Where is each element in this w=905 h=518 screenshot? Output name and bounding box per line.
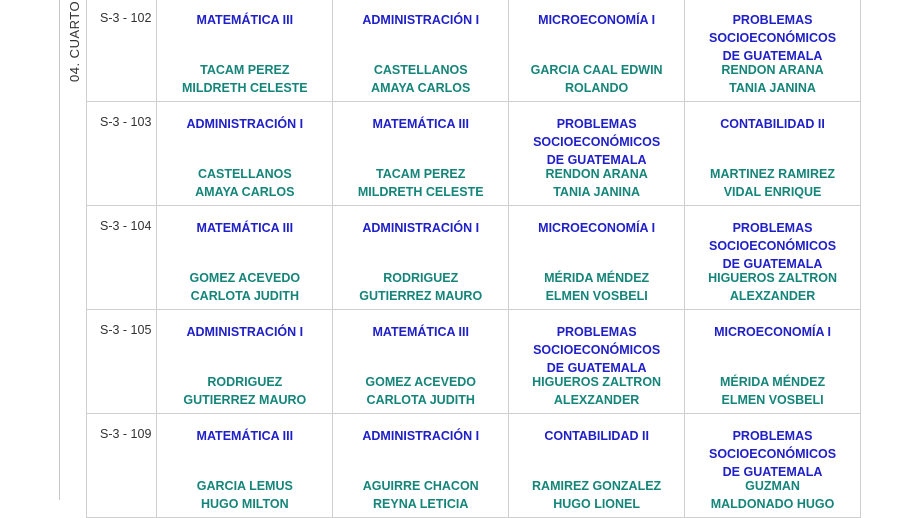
- course-name: [333, 323, 508, 341]
- teacher-name-line: GOMEZ ACEVEDO: [365, 375, 477, 389]
- teacher-name: [509, 477, 684, 513]
- course-name: [685, 219, 860, 273]
- table-row: [87, 310, 861, 414]
- course-name-line: MICROECONOMÍA I: [538, 221, 656, 235]
- schedule-cell: [157, 0, 333, 102]
- schedule-cell: [333, 206, 509, 310]
- course-name-line: DE GUATEMALA: [546, 153, 647, 167]
- schedule-cell: [157, 310, 333, 414]
- teacher-name-line: CASTELLANOS: [197, 167, 292, 181]
- teacher-name: [685, 269, 860, 305]
- teacher-name-line: TACAM PEREZ: [376, 167, 466, 181]
- course-name-line: CONTABILIDAD II: [544, 429, 649, 443]
- teacher-name-line: GUZMAN: [745, 479, 800, 493]
- teacher-name-line: TANIA JANINA: [729, 81, 816, 95]
- course-name: [333, 11, 508, 29]
- schedule-cell: [509, 206, 685, 310]
- course-name-line: MATEMÁTICA III: [196, 221, 294, 235]
- teacher-name-line: VIDAL ENRIQUE: [723, 185, 822, 199]
- table-row: [87, 102, 861, 206]
- teacher-name-line: AGUIRRE CHACON: [362, 479, 479, 493]
- teacher-name-line: MÉRIDA MÉNDEZ: [719, 375, 826, 389]
- course-name-line: ADMINISTRACIÓN I: [186, 325, 304, 339]
- course-name-line: SOCIOECONÓMICOS: [708, 239, 837, 253]
- course-name: [157, 323, 332, 341]
- teacher-name-line: GUTIERREZ MAURO: [183, 393, 307, 407]
- teacher-name: [157, 165, 332, 201]
- teacher-name: [685, 165, 860, 201]
- teacher-name-line: RODRIGUEZ: [383, 271, 459, 285]
- course-name-line: PROBLEMAS: [732, 13, 813, 27]
- course-name: [509, 11, 684, 29]
- schedule-cell: [509, 414, 685, 518]
- schedule-cell: [685, 102, 861, 206]
- room-cell: S-3 - 103: [87, 102, 157, 206]
- course-name: [685, 323, 860, 341]
- schedule-cell: [685, 310, 861, 414]
- group-side-column: [0, 0, 60, 500]
- table-row: [87, 0, 861, 102]
- schedule-body: [87, 0, 861, 518]
- teacher-name-line: TACAM PEREZ: [200, 63, 290, 77]
- teacher-name-line: CASTELLANOS: [373, 63, 468, 77]
- course-name-line: MATEMÁTICA III: [372, 117, 469, 131]
- course-name-line: SOCIOECONÓMICOS: [708, 447, 837, 461]
- schedule-cell: [509, 102, 685, 206]
- course-name: [157, 219, 332, 237]
- schedule-cell: [157, 102, 333, 206]
- course-name: [333, 427, 508, 445]
- course-name: [333, 219, 508, 237]
- teacher-name: [333, 373, 508, 409]
- course-name-line: MATEMÁTICA III: [196, 13, 294, 27]
- teacher-name-line: GARCIA LEMUS: [196, 479, 293, 493]
- course-name-line: SOCIOECONÓMICOS: [533, 343, 661, 357]
- teacher-name-line: TANIA JANINA: [553, 185, 641, 199]
- course-name: [685, 115, 860, 133]
- course-name: [157, 115, 332, 133]
- teacher-name-line: ALEXZANDER: [553, 393, 640, 407]
- teacher-name: [157, 477, 332, 513]
- teacher-name: [333, 269, 508, 305]
- teacher-name-line: RAMIREZ GONZALEZ: [532, 479, 662, 493]
- course-name: [333, 115, 508, 133]
- schedule-cell: [333, 310, 509, 414]
- teacher-name-line: RODRIGUEZ: [207, 375, 283, 389]
- teacher-name: [157, 373, 332, 409]
- teacher-name-line: GOMEZ ACEVEDO: [189, 271, 301, 285]
- schedule-table: [86, 0, 861, 518]
- teacher-name: [685, 373, 860, 409]
- teacher-name-line: ELMEN VOSBELI: [721, 393, 824, 407]
- teacher-name: [333, 61, 508, 97]
- teacher-name-line: MÉRIDA MÉNDEZ: [544, 271, 650, 285]
- schedule-cell: [509, 0, 685, 102]
- course-name-line: PROBLEMAS: [556, 117, 637, 131]
- course-name-line: MICROECONOMÍA I: [538, 13, 656, 27]
- teacher-name-line: ROLANDO: [565, 81, 629, 95]
- teacher-name-line: HUGO MILTON: [200, 497, 289, 511]
- schedule-cell: [685, 414, 861, 518]
- room-cell: S-3 - 109: [87, 414, 157, 518]
- course-name-line: MICROECONOMÍA I: [714, 325, 831, 339]
- course-name-line: SOCIOECONÓMICOS: [708, 31, 837, 45]
- course-name: [685, 427, 860, 481]
- course-name: [509, 323, 684, 377]
- teacher-name-line: MILDRETH CELESTE: [357, 185, 484, 199]
- teacher-name: [157, 61, 332, 97]
- schedule-cell: [685, 0, 861, 102]
- course-name-line: DE GUATEMALA: [546, 361, 647, 375]
- teacher-name: [509, 373, 684, 409]
- teacher-name: [509, 165, 684, 201]
- course-name-line: MATEMÁTICA III: [196, 429, 294, 443]
- teacher-name-line: RENDON ARANA: [545, 167, 648, 181]
- course-name-line: CONTABILIDAD II: [720, 117, 825, 131]
- course-name: [685, 11, 860, 65]
- teacher-name: [333, 165, 508, 201]
- teacher-name: [157, 269, 332, 305]
- course-name-line: SOCIOECONÓMICOS: [533, 135, 661, 149]
- teacher-name: [509, 61, 684, 97]
- course-name-line: PROBLEMAS: [732, 221, 813, 235]
- teacher-name-line: AMAYA CARLOS: [195, 185, 295, 199]
- course-name: [157, 427, 332, 445]
- teacher-name-line: CARLOTA JUDITH: [190, 289, 299, 303]
- table-row: [87, 206, 861, 310]
- teacher-name-line: MILDRETH CELESTE: [181, 81, 308, 95]
- schedule-cell: [333, 0, 509, 102]
- teacher-name-line: HIGUEROS ZALTRON: [708, 271, 837, 285]
- course-name-line: PROBLEMAS: [556, 325, 637, 339]
- schedule-cell: [509, 310, 685, 414]
- course-name-line: DE GUATEMALA: [722, 257, 823, 271]
- course-name: [509, 115, 684, 169]
- teacher-name: [685, 61, 860, 97]
- teacher-name-line: HUGO LIONEL: [553, 497, 641, 511]
- teacher-name-line: ALEXZANDER: [729, 289, 816, 303]
- teacher-name-line: GARCIA CAAL EDWIN: [530, 63, 663, 77]
- teacher-name-line: MARTINEZ RAMIREZ: [710, 167, 836, 181]
- course-name-line: PROBLEMAS: [732, 429, 813, 443]
- course-name-line: ADMINISTRACIÓN I: [186, 117, 304, 131]
- teacher-name: [685, 477, 860, 513]
- teacher-name-line: MALDONADO HUGO: [710, 497, 835, 511]
- course-name-line: ADMINISTRACIÓN I: [362, 221, 480, 235]
- schedule-cell: [157, 206, 333, 310]
- schedule-cell: [157, 414, 333, 518]
- teacher-name-line: CARLOTA JUDITH: [366, 393, 475, 407]
- course-name: [509, 219, 684, 237]
- room-cell: S-3 - 105: [87, 310, 157, 414]
- group-label: 04. CUARTO: [67, 0, 82, 82]
- teacher-name-line: AMAYA CARLOS: [371, 81, 471, 95]
- room-cell: S-3 - 102: [87, 0, 157, 102]
- schedule-cell: [333, 102, 509, 206]
- schedule-cell: [333, 414, 509, 518]
- room-cell: S-3 - 104: [87, 206, 157, 310]
- teacher-name-line: ELMEN VOSBELI: [545, 289, 648, 303]
- table-row: [87, 414, 861, 518]
- schedule-cell: [685, 206, 861, 310]
- course-name-line: MATEMÁTICA III: [372, 325, 469, 339]
- course-name-line: ADMINISTRACIÓN I: [362, 13, 480, 27]
- course-name-line: ADMINISTRACIÓN I: [362, 429, 480, 443]
- teacher-name-line: HIGUEROS ZALTRON: [532, 375, 662, 389]
- teacher-name: [509, 269, 684, 305]
- course-name-line: DE GUATEMALA: [722, 49, 823, 63]
- teacher-name-line: RENDON ARANA: [721, 63, 824, 77]
- teacher-name-line: REYNA LETICIA: [373, 497, 469, 511]
- course-name: [157, 11, 332, 29]
- teacher-name: [333, 477, 508, 513]
- course-name-line: DE GUATEMALA: [722, 465, 823, 479]
- course-name: [509, 427, 684, 445]
- teacher-name-line: GUTIERREZ MAURO: [359, 289, 483, 303]
